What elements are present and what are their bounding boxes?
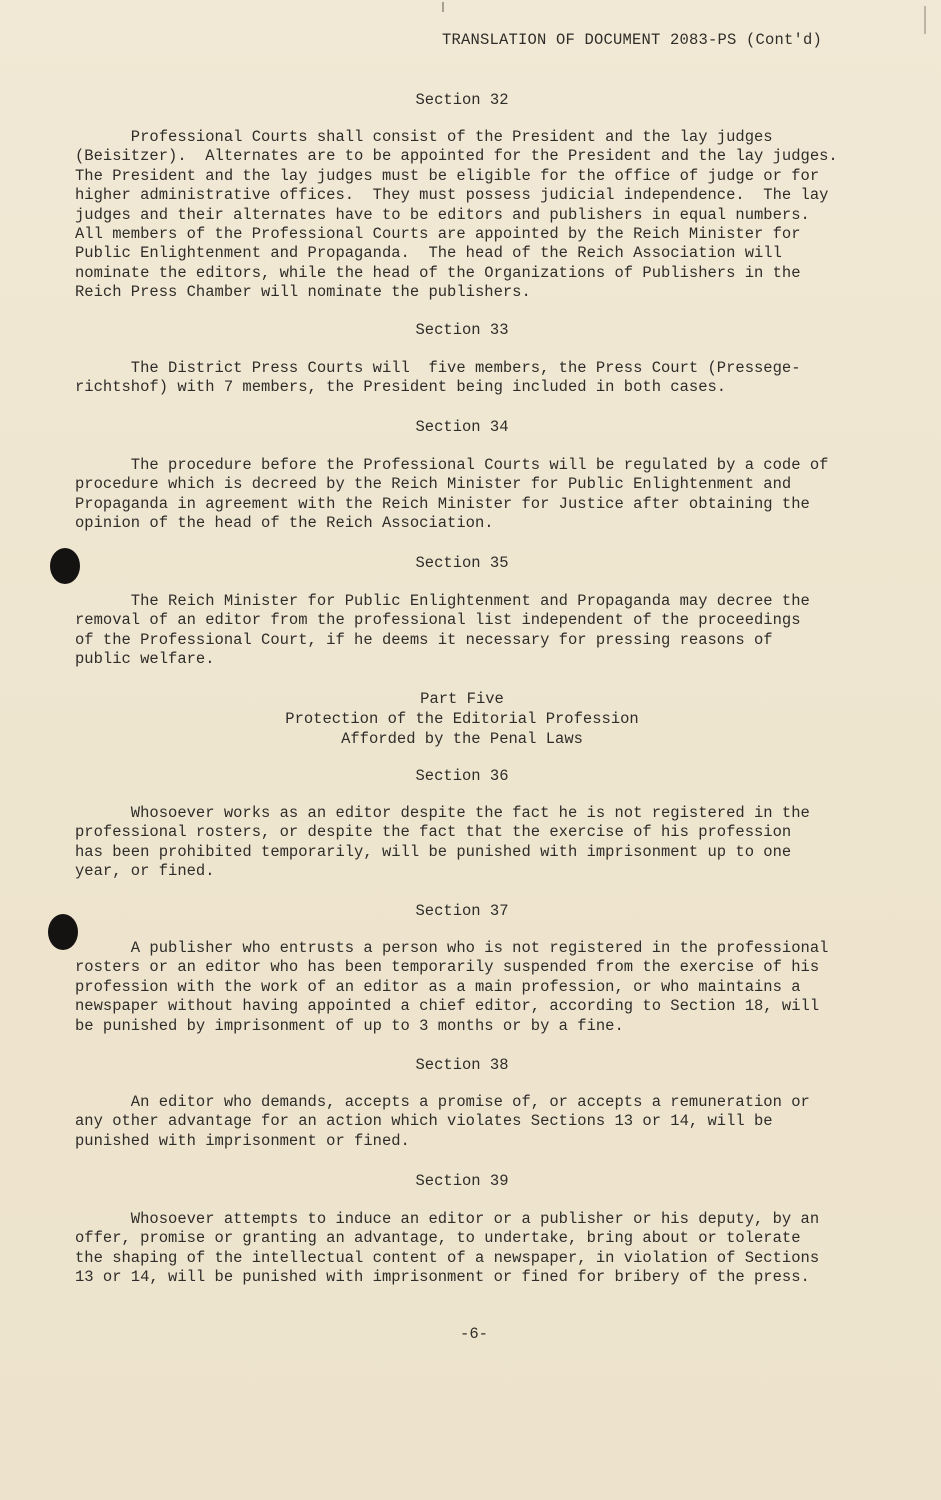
page-number: -6- [460, 1325, 488, 1343]
section-36-heading: Section 36 [415, 767, 509, 785]
section-39-heading: Section 39 [415, 1172, 509, 1190]
section-37-text: A publisher who entrusts a person who is not registered in the professional rosters or an editor who has been temporarily suspended from the exercise of his profession with the work of an editor as a main profession, or who maintains a newspaper without having appointed a chief editor, according to Section 18, will be punished by imprisonment of up to 3 months or by a fine. [75, 939, 829, 1035]
section-32-heading: Section 32 [415, 91, 509, 109]
part-five-title-line-2: Afforded by the Penal Laws [341, 730, 583, 748]
corner-margin-mark [924, 6, 926, 34]
section-33-text: The District Press Courts will five members, the Press Court (Pressege- richtshof) with 7 members, the President being included in both cases. [75, 359, 801, 397]
section-33-heading: Section 33 [415, 321, 509, 339]
section-35-heading: Section 35 [415, 554, 509, 572]
section-36-text: Whosoever works as an editor despite the fact he is not registered in the professional rosters, or despite the fact that the exercise of his profession has been prohibited temporarily, will be punished with imprisonment up to one year, or fined. [75, 804, 810, 881]
section-32-text: Professional Courts shall consist of the President and the lay judges (Beisitzer). Alternates are to be appointed for the President and the lay judges. The President and the lay judges must be eligible for the office of judge or for higher administrative offices. They must possess judicial independence. The lay judges and their alternates have to be editors and publishers in equal numbers. All members of the Professional Courts are appointed by the Reich Minister for Public Enlightenment and Propaganda. The head of the Reich Association will nominate the editors, while the head of the Organizations of Publishers in the Reich Press Chamber will nominate the publishers. [75, 128, 838, 302]
section-39-text: Whosoever attempts to induce an editor or a publisher or his deputy, by an offer, promise or granting an advantage, to undertake, bring about or tolerate the shaping of the intellectual content of a newspaper, in violation of Sections 13 or 14, will be punished with imprisonment or fined for bribery of the press. [75, 1210, 820, 1287]
punch-hole-bottom [48, 914, 78, 950]
section-37-heading: Section 37 [415, 902, 509, 920]
section-38-heading: Section 38 [415, 1056, 509, 1074]
part-five-label: Part Five [420, 690, 504, 708]
section-38-text: An editor who demands, accepts a promise of, or accepts a remuneration or any other advantage for an action which violates Sections 13 or 14, will be punished with imprisonment or fined. [75, 1093, 810, 1150]
document-header: TRANSLATION OF DOCUMENT 2083-PS (Cont'd) [442, 31, 823, 49]
section-34-heading: Section 34 [415, 418, 509, 436]
section-35-text: The Reich Minister for Public Enlightenment and Propaganda may decree the removal of an editor from the professional list independent of the proceedings of the Professional Court, if he deems it necessary for pressing reasons of public welfare. [75, 592, 810, 669]
part-five-title-line-1: Protection of the Editorial Profession [285, 710, 639, 728]
top-margin-mark [442, 2, 444, 12]
section-34-text: The procedure before the Professional Courts will be regulated by a code of procedure which is decreed by the Reich Minister for Public Enlightenment and Propaganda in agreement with the Reich Minister for Justice after obtaining the opinion of the head of the Reich Association. [75, 456, 829, 533]
